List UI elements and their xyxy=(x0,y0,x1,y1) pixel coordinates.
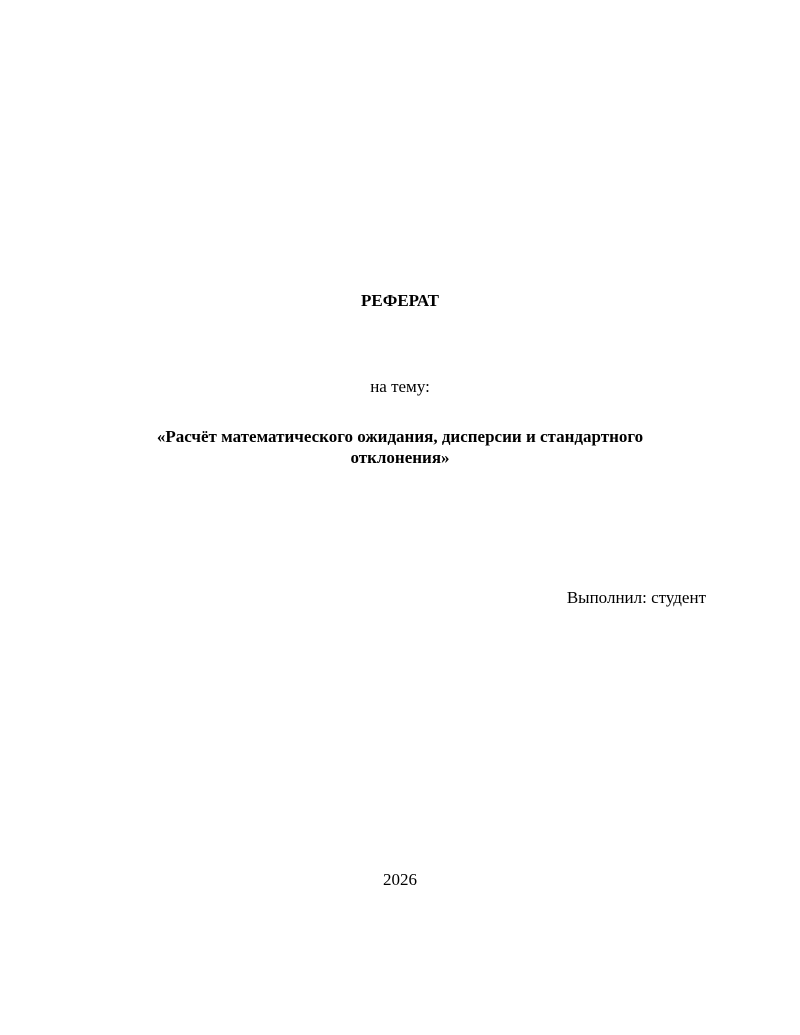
topic-title xyxy=(90,426,710,468)
author-line: Выполнил: студент xyxy=(566,588,706,607)
topic-label: на тему: xyxy=(370,377,430,396)
document-title: РЕФЕРАТ xyxy=(361,291,439,310)
topic-title-line-2: отклонения» xyxy=(350,448,450,467)
year: 2026 xyxy=(383,870,417,889)
topic-title-line-1: «Расчёт математического ожидания, дисперсии и стандартного xyxy=(156,427,644,446)
